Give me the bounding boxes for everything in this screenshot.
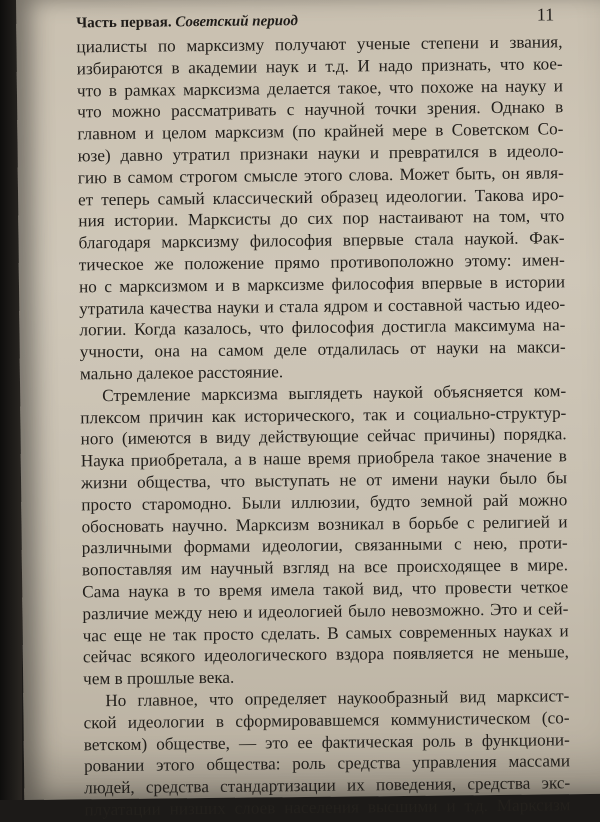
text-line: ветском) обществе, — это ее фактическая роль в функциони- [83, 729, 570, 754]
text-line: тическое же положение прямо противоположно этому: имен- [78, 250, 565, 275]
body-text [76, 31, 570, 821]
text-line: Стремление марксизма выглядеть наукой объясняется ком- [102, 381, 567, 405]
running-head [76, 13, 298, 32]
text-line: что в рамках марксизма делается такое, что похоже на науку и [76, 75, 564, 100]
text-line: различие между нею и идеологией было невозможно. Это и сей- [82, 598, 569, 624]
text-line: различными формами идеологии, связанными с нею, проти- [81, 533, 568, 558]
text-line: логии. Когда казалось, что философия достигла максимума на- [79, 315, 566, 340]
text-line: главном и целом марксизм (по крайней мере в Советском Со- [77, 119, 564, 144]
text-line: жизни общества, что выступать не от имени науки было бы [80, 468, 568, 493]
text-line: юзе) давно утратил признаки науки и превратился в идеоло- [77, 141, 564, 166]
running-head-section: Советский период [175, 13, 298, 31]
text-line: ровании этого общества: роль средства управления массами [83, 751, 571, 776]
text-line: просто старомодно. Были иллюзии, будто земной рай можно [81, 489, 568, 515]
page-header [76, 0, 554, 33]
text-line: ния истории. Марксисты до сих пор настаивают на том, что [78, 206, 565, 231]
text-line: Но главное, что определяет наукообразный вид марксист- [105, 686, 570, 711]
running-head-part: Часть первая. [76, 14, 172, 32]
text-line: вопоставляя им научный взгляд на все происходящее в мире. [81, 555, 569, 580]
text-line: час еще не так просто сделать. В самых современных науках и [82, 620, 569, 645]
text-line: сейчас всякого идеологического вздора появляется не меньше, [82, 642, 569, 667]
text-line: что можно рассматривать с научной точки зрения. Однако в [77, 97, 564, 122]
book-page [16, 0, 600, 820]
text-line: но с марксизмом и в марксизме философия впервые в истории [78, 272, 566, 297]
page-number: 11 [536, 4, 555, 25]
text-line: ет теперь самый классический образец идеологии. Такова иро- [77, 184, 565, 209]
text-line: ской идеологии в сформировавшемся коммунистическом (со- [83, 707, 570, 733]
text-line: ного (имеются в виду действующие сейчас причины) порядка. [80, 424, 567, 449]
text-line: людей, средства стандартизации их поведения, средства экс- [84, 773, 571, 798]
text-line: избираются в академии наук и т.д. И надо признать, что кое- [76, 54, 563, 79]
text-line: плуатации низших слоев населения высшими и т.д. Марксизм [84, 795, 571, 820]
text-line: чем в прошлые века. [83, 667, 235, 689]
text-line: утратила качества науки и стала ядром и составной частью идео- [79, 293, 566, 318]
text-line: циалисты по марксизму получают ученые степени и звания, [76, 32, 563, 57]
text-line: Наука приобретала, а в наше время приобрела такое значение в [80, 446, 567, 471]
text-line: гию в самом строгом смысле этого слова. Может быть, он явля- [77, 163, 564, 188]
text-line: обосновать научно. Марксизм возникал в борьбе с религией и [81, 511, 568, 536]
text-line: плексом причин как исторического, так и социально-структур- [80, 402, 567, 427]
text-line: мально далекое расстояние. [79, 362, 284, 384]
text-line: учности, она на самом деле отдалилась от науки на макси- [79, 337, 566, 362]
text-line: благодаря марксизму философия впервые стала наукой. Фак- [78, 228, 565, 253]
text-line: Сама наука в то время имела такой вид, что провести четкое [82, 577, 569, 602]
